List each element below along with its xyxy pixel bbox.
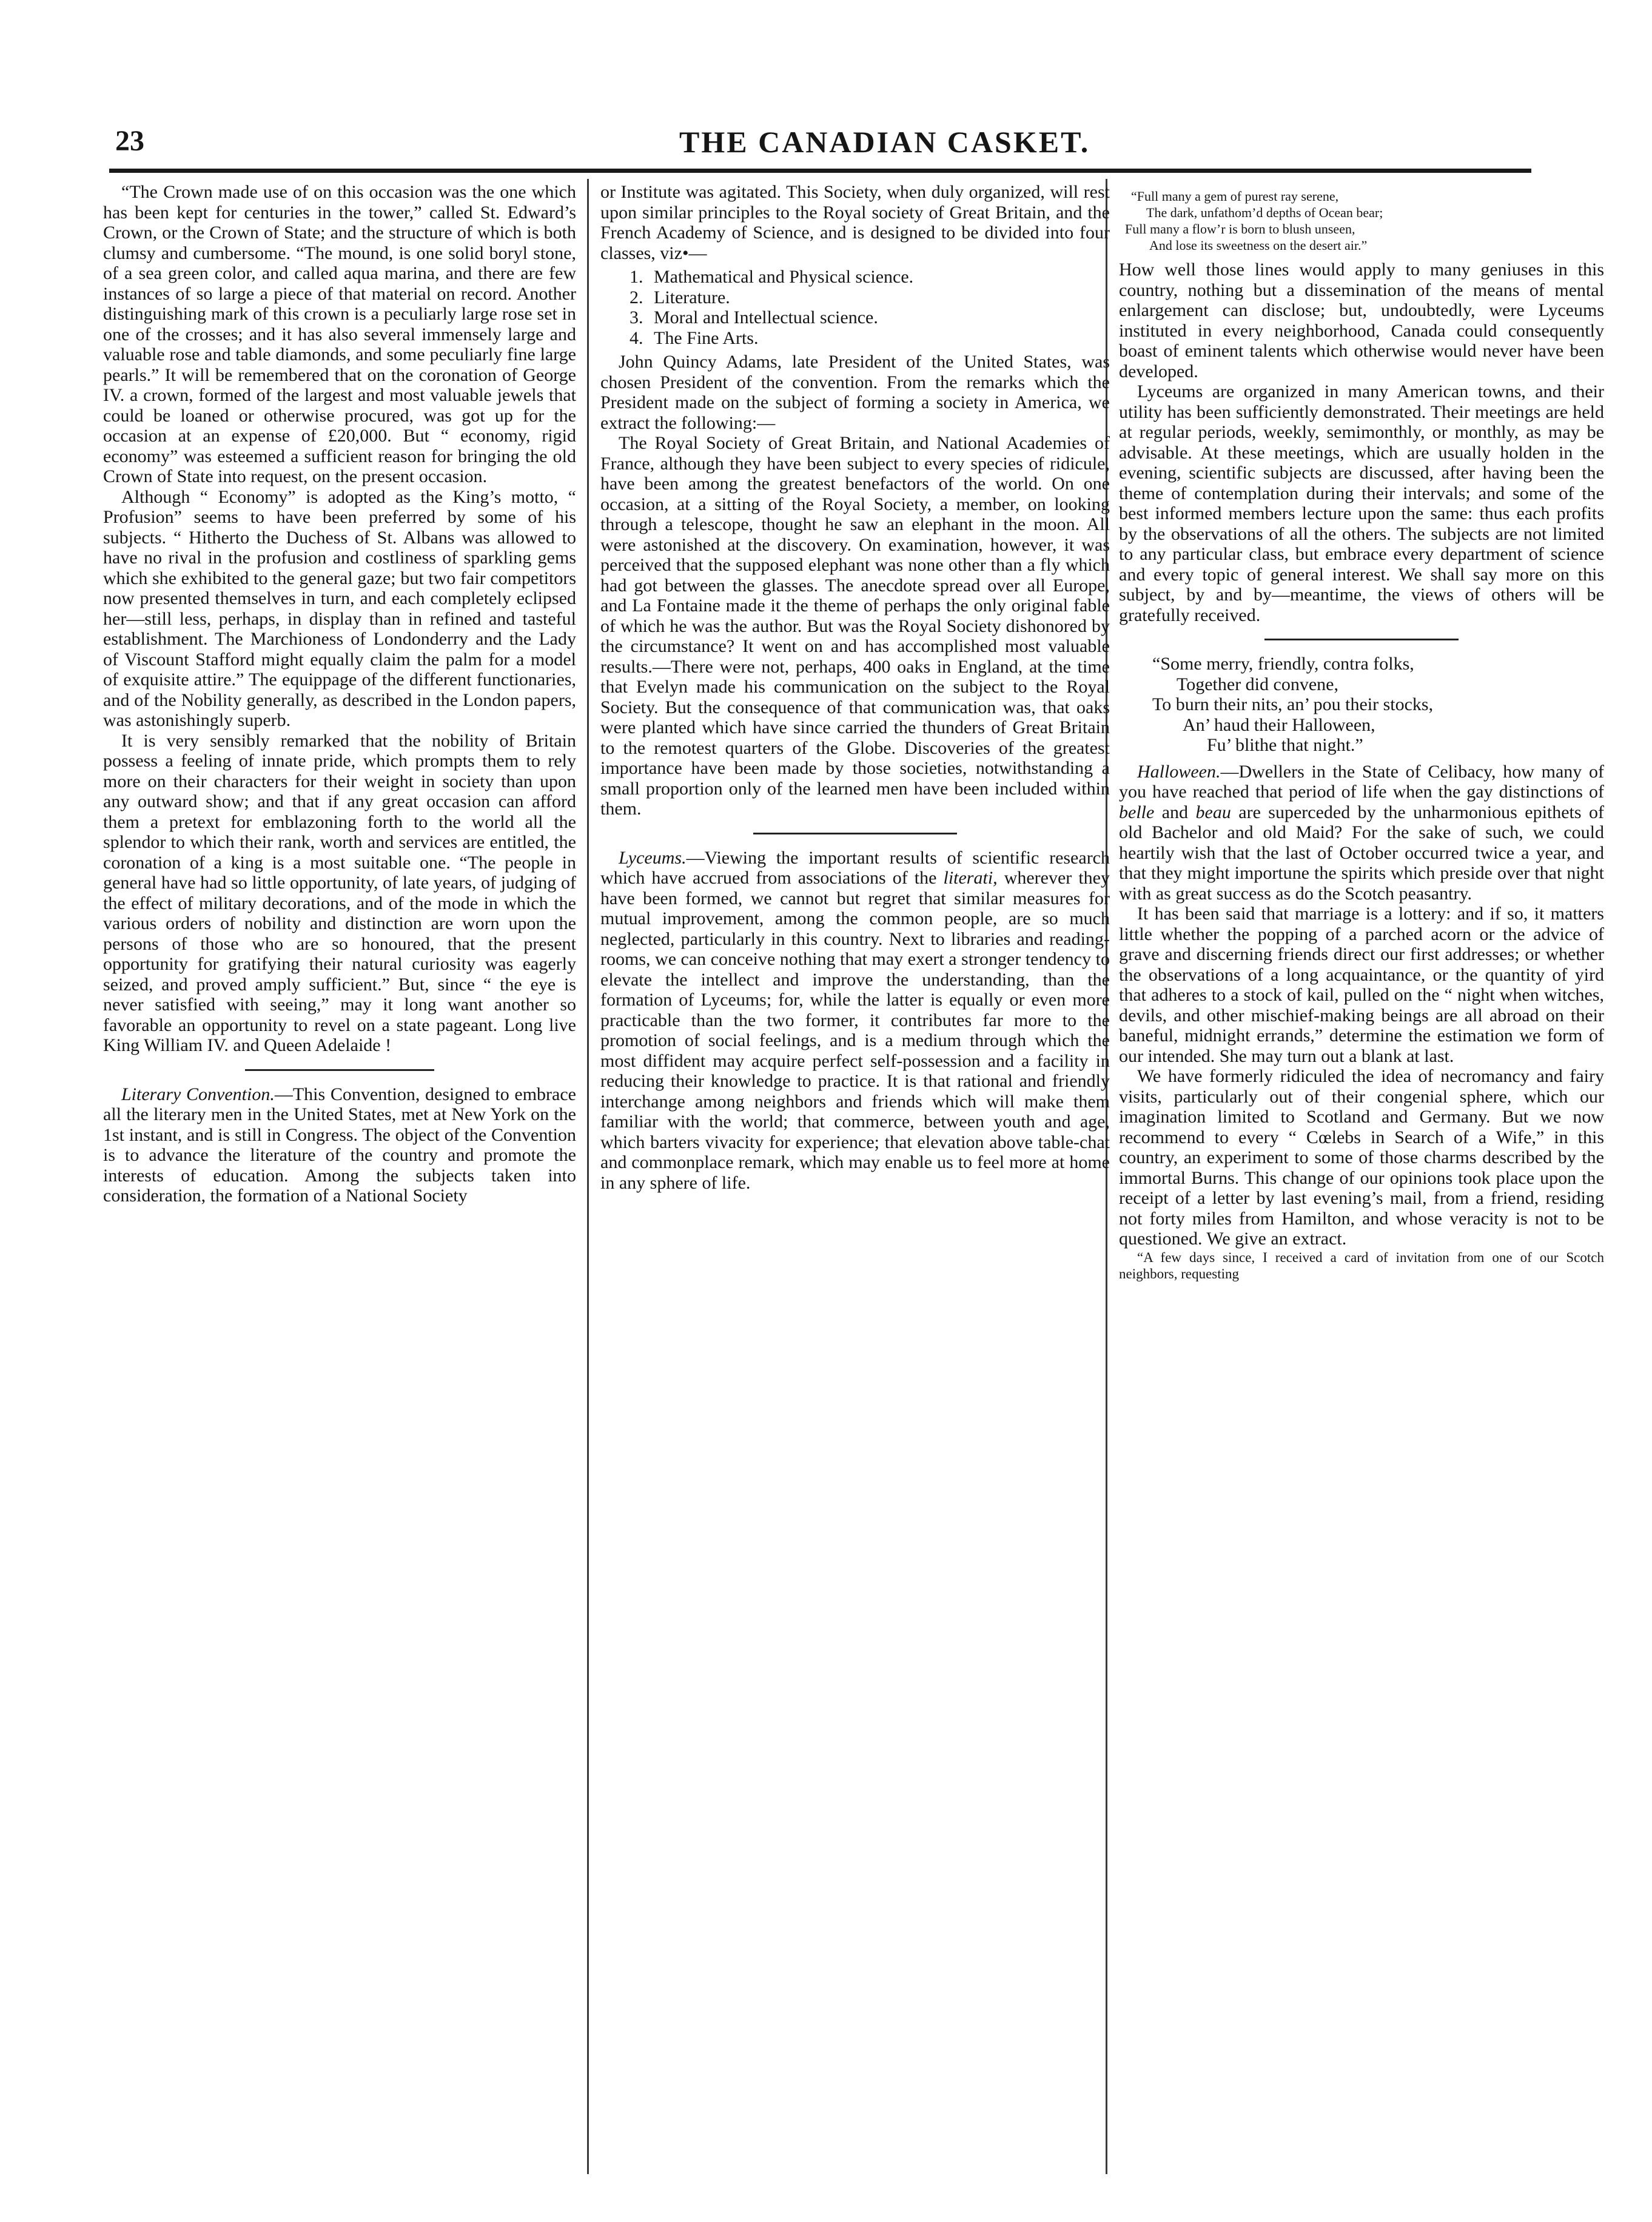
- list-item: 3. Moral and Intellectual science.: [648, 307, 1110, 328]
- poem-line: An’ haud their Halloween,: [1183, 714, 1375, 735]
- column-divider: [587, 179, 589, 2174]
- poem-line: Fu’ blithe that night.”: [1207, 735, 1363, 755]
- paragraph: or Institute was agitated. This Society, when duly organized, will rest upon similar principles to the Royal society of Great Britain, and the French Academy of Science, and is designed to be divided into four classes, viz•—: [600, 182, 1110, 263]
- list-item: 2. Literature.: [648, 287, 1110, 308]
- section-separator: [753, 833, 957, 834]
- paragraph-text: are superceded by the unharmonious epithets of old Bachelor and old Maid? For the sake of such, we could heartily wish that the last of October occurred twice a year, and that they might importune the spirits which preside over that night with as great success as do the Scotch peasantry.: [1119, 802, 1604, 904]
- paragraph: It has been said that marriage is a lottery: and if so, it matters little whether the popping of a parched acorn or the advice of grave and discerning friends direct our first addresses; or whether the observations of a long acquaintance, or the quantity of yird that adheres to a stock of kail, pulled on the “ night when witches, devils, and other mischief-making beings are all abroad on their baneful, midnight errands,” determine the estimation we form of our intended. She may turn out a blank at last.: [1119, 904, 1604, 1066]
- poem-quote: [1119, 654, 1604, 756]
- page-title: THE CANADIAN CASKET.: [679, 125, 1090, 159]
- column-middle: [600, 182, 1110, 1193]
- poem-line: The dark, unfathom’d depths of Ocean bear;: [1146, 205, 1383, 220]
- poem-line: And lose its sweetness on the desert air.”: [1149, 238, 1368, 253]
- paragraph-extract: “A few days since, I received a card of invitation from one of our Scotch neighbors, requesting: [1119, 1249, 1604, 1281]
- header-rule: [109, 169, 1531, 173]
- section-heading: Lyceums.: [619, 847, 687, 868]
- page-number: 23: [115, 125, 144, 157]
- poem-line: “Some merry, friendly, contra folks,: [1152, 654, 1414, 674]
- paragraph-halloween: [1119, 762, 1604, 904]
- paragraph: The Royal Society of Great Britain, and National Academies of France, although they have been subject to every species of ridicule, have been among the greatest benefactors of the world. On one occasion, at a sitting of the Royal Society, a member, on looking through a telescope, thought he saw an elephant in the moon. All were astonished at the discovery. On examination, however, it was perceived that the supposed elephant was none other than a fly which had got between the glasses. The anecdote spread over all Europe, and La Fontaine made it the theme of perhaps the only original fable of which he was the author. But was the Royal Society dishonored by the circumstance? It went on and has accomplished most valuable results.—There were not, perhaps, 400 oaks in England, at the time that Evelyn made his communication on the subject to the Royal Society. But the consequence of that communication was, that oaks were planted which have since carried the thunders of Great Britain to the remotest quarters of the Globe. Discoveries of the greatest importance have been made by those societies, notwithstanding a small proportion only of the learned men have been included within them.: [600, 433, 1110, 819]
- page-header: [0, 0, 1652, 170]
- paragraph-lyceums: [600, 848, 1110, 1193]
- paragraph: John Quincy Adams, late President of the United States, was chosen President of the convention. From the remarks which the President made on the subject of forming a society in America, we extract the following:—: [600, 352, 1110, 433]
- italic-word: beau: [1195, 802, 1231, 822]
- paragraph-text: wherever they have been formed, we cannot but regret that similar measures for mutual improvement, among the common people, are so much neglected, particularly in this country. Next to libraries and reading-rooms, we can conceive nothing that may exert a stronger tendency to elevate the intellect and improve the understanding, than the formation of Lyceums; for, while the latter is equally or even more practicable than the two former, it contributes far more to the promotion of social feelings, and is a medium through which the most diffident may acquire perfect self-possession and a facility in reducing their knowledge to practice. It is that rational and friendly interchange among neighbors and friends which will make them familiar with the world; that commerce, between youth and age, which barters vivacity for experience; that elevation above table-chat and commonplace remark, which may enable us to feel more at home in any sphere of life.: [600, 868, 1110, 1193]
- poem-line: Together did convene,: [1177, 674, 1338, 694]
- paragraph: Lyceums are organized in many American towns, and their utility has been sufficiently demonstrated. Their meetings are held at regular periods, weekly, semimonthly, or monthly, as may be advisable. At these meetings, which are usually holden in the evening, scientific subjects are discussed, after having been the theme of contemplation during their intervals; and some of the best informed members lecture upon the same: thus each profits by the observations of all the others. The subjects are not limited to any particular class, but embrace every department of science and every topic of general interest. We shall say more on this subject, by and by—meantime, the views of others will be gratefully received.: [1119, 381, 1604, 625]
- list-item: 4. The Fine Arts.: [648, 328, 1110, 349]
- paragraph: Although “ Economy” is adopted as the King’s motto, “ Profusion” seems to have been preferred by some of his subjects. “ Hitherto the Duchess of St. Albans was allowed to have no rival in the profusion and costliness of sparkling gems which she exhibited to the general gaze; but two fair competitors now presented themselves in turn, and each completely eclipsed her—still less, perhaps, in display than in refined and tasteful establishment. The Marchioness of Londonderry and the Lady of Viscount Stafford might equally claim the palm for a model of exquisite attire.” The equippage of the different functionaries, and of the Nobility generally, as described in the London papers, was astonishingly superb.: [103, 486, 576, 730]
- section-separator: [245, 1069, 434, 1071]
- paragraph-text: and: [1154, 802, 1196, 822]
- paragraph-text: —Dwellers in the State of Celibacy, how many of you have reached that period of life when the gay distinctions of: [1119, 761, 1604, 802]
- paragraph-literary-convention: [103, 1084, 576, 1206]
- paragraph: “The Crown made use of on this occasion was the one which has been kept for centuries in the tower,” called St. Edward’s Crown, or the Crown of State; and the structure of which is both clumsy and cumbersome. “The mound, is one solid boryl stone, of a sea green color, and called aqua marina, and there are few instances of so large a piece of that material on record. Another distinguishing mark of this crown is a peculiarly large rose set in one of the crosses; and it has also several immensely large and valuable rose and table diamonds, and some peculiarly fine large pearls.” It will be remembered that on the coronation of George IV. a crown, formed of the largest and most valuable jewels that could be loaned or otherwise procured, was got up for the occasion at an expense of £20,000. But “ economy, rigid economy” was esteemed a sufficient reason for bringing the old Crown of State into request, on the present occasion.: [103, 182, 576, 486]
- section-heading: Halloween.: [1137, 761, 1221, 782]
- poem-line: Full many a flow’r is born to blush unseen,: [1125, 221, 1355, 237]
- list-item: 1. Mathematical and Physical science.: [648, 267, 1110, 287]
- paragraph-text: —This Convention, designed to embrace all the literary men in the United States, met at New York on the 1st instant, and is still in Congress. The object of the Convention is to advance the literature of the country and promote the interests of education. Among the subjects taken into consideration, the formation of a National Society: [103, 1084, 576, 1206]
- poem-line: “Full many a gem of purest ray serene,: [1131, 189, 1339, 204]
- section-heading: Literary Convention.: [121, 1084, 275, 1104]
- column-right: [1119, 182, 1604, 1282]
- section-separator: [1264, 639, 1459, 640]
- paragraph: How well those lines would apply to many geniuses in this country, nothing but a dissemination of the means of mental enlargement can disclose; but, undoubtedly, were Lyceums instituted in every neighborhood, Canada could consequently boast of eminent talents which otherwise would never have been developed.: [1119, 260, 1604, 381]
- class-list: [600, 267, 1110, 348]
- poem-line: To burn their nits, an’ pou their stocks,: [1152, 694, 1434, 714]
- poem-quote: [1119, 188, 1604, 253]
- italic-word: belle: [1119, 802, 1155, 822]
- paragraph-text: —Viewing the important results of scientific research which have accrued from associations of the: [600, 847, 1110, 888]
- column-left: [103, 182, 576, 1206]
- paragraph: It is very sensibly remarked that the nobility of Britain possess a feeling of innate pride, which prompts them to rely more on their characters for their weight in society than upon any outward show; and that if any great occasion can afford them a pretext for emblazoning forth to the world all the splendor to which their rank, worth and services are entitled, the coronation of a king is a most suitable one. “The people in general have had so little opportunity, of late years, of judging of the effect of military decorations, and of the mode in which the various orders of nobility and distinction are worn upon the persons of those who are so honoured, that the present opportunity for gratifying their natural curiosity was eagerly seized, and proved amply sufficient.” But, since “ the eye is never satisfied with seeing,” may it long want another so favorable an opportunity to revel on a state pageant. Long live King William IV. and Queen Adelaide !: [103, 730, 576, 1055]
- paragraph: We have formerly ridiculed the idea of necromancy and fairy visits, particularly out of their congenial sphere, which our imagination limited to Scotland and Germany. But we now recommend to every “ Cœlebs in Search of a Wife,” in this country, an experiment to some of those charms described by the immortal Burns. This change of our opinions took place upon the receipt of a letter by last evening’s mail, from a friend, residing not forty miles from Hamilton, and whose veracity is not to be questioned. We give an extract.: [1119, 1066, 1604, 1249]
- italic-word: literati,: [943, 868, 998, 888]
